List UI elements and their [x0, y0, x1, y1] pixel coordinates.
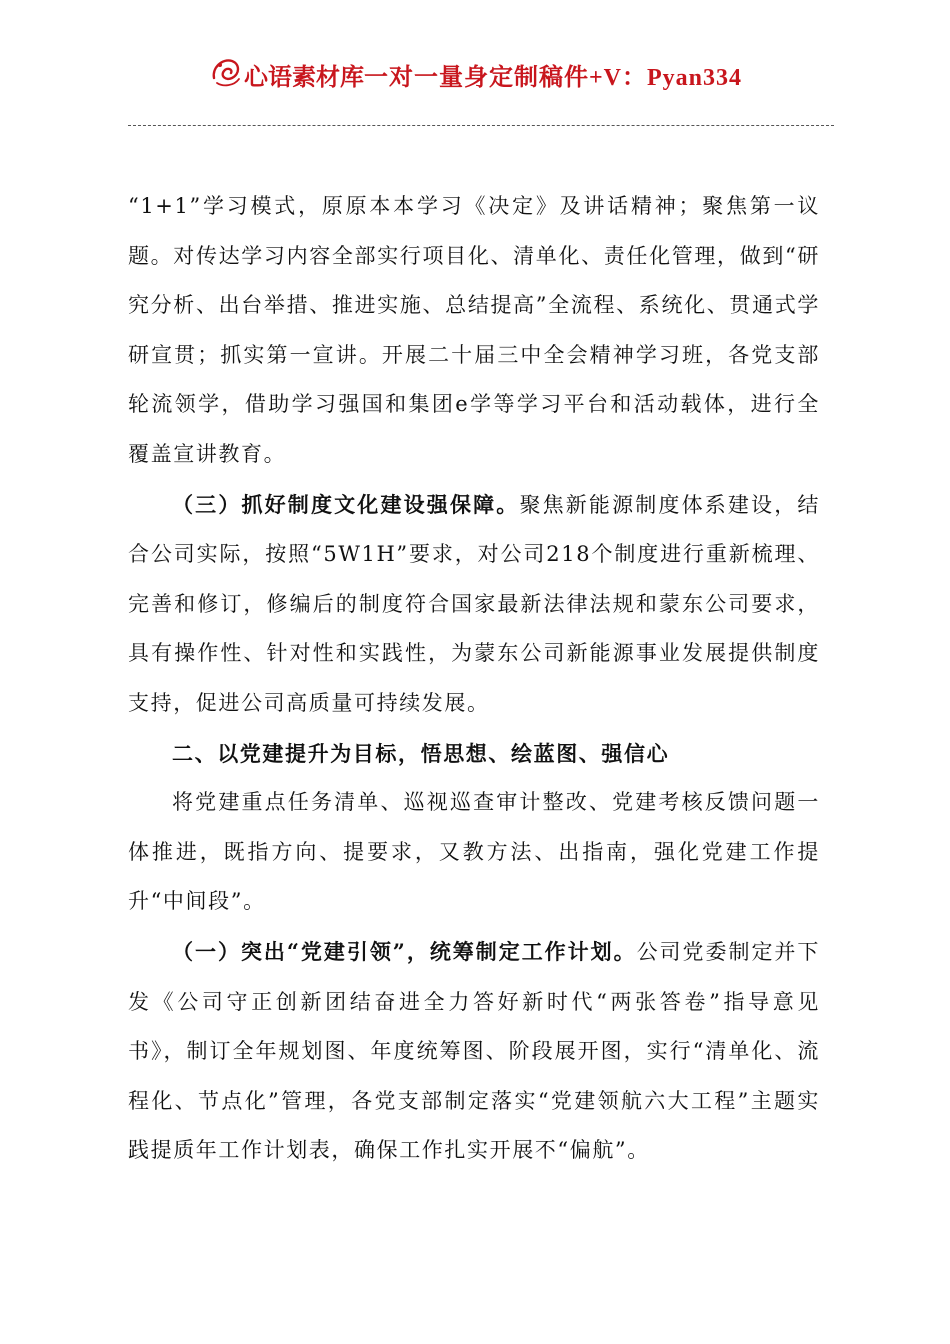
paragraph-study-mode: “1+1”学习模式，原原本本学习《决定》及讲话精神；聚焦第一议题。对传达学习内容全部实行项目化、清单化、责任化管理，做到“研究分析、出台举措、推进实施、总结提高”全流程、系统化、贯通式学研宣贯；抓实第一宣讲。开展二十届三中全会精神学习班，各党支部轮流领学，借助学习强国和集团e学等学习平台和活动载体，进行全覆盖宣讲教育。 [128, 194, 820, 466]
swirl-logo-icon [208, 54, 244, 90]
paragraph-institutional-culture [128, 480, 820, 729]
brand-name: 心语素材库 [243, 64, 364, 91]
paragraph-party-building: 将党建重点任务清单、巡视巡查审计整改、党建考核反馈问题一体推进，既指方向、提要求，又教方法、出指南，强化党建工作提升“中间段”。 [128, 790, 820, 914]
section-heading-2: 二、以党建提升为目标，悟思想、绘蓝图、强信心 [172, 740, 670, 766]
subsection-1-body: 公司党委制定并下发《公司守正创新团结奋进全力答好新时代“两张答卷”指导意见书》，制订全年规划图、年度统筹图、阶段展开图，实行“清单化、流程化、节点化”管理，各党支部制定落实“党建领航六大工程”主题实践提质年工作计划表，确保工作扎实开展不“偏航”。 [128, 939, 820, 1163]
document-body [128, 182, 820, 1176]
paragraph-work-plan [128, 927, 820, 1176]
subsection-1-title: （一）突出“党建引领”，统筹制定工作计划。 [172, 938, 637, 964]
header-divider [128, 125, 834, 126]
section-3-body: 聚焦新能源制度体系建设，结合公司实际，按照“5W1H”要求，对公司218个制度进行重新梳理、完善和修订，修编后的制度符合国家最新法律法规和蒙东公司要求，具有操作性、针对性和实践性，为蒙东公司新能源事业发展提供制度支持，促进公司高质量可持续发展。 [128, 492, 820, 715]
page-header [0, 56, 950, 104]
header-tagline: 一对一量身定制稿件+V：Pyan334 [363, 64, 742, 91]
section-3-title: （三）抓好制度文化建设强保障。 [172, 491, 520, 517]
